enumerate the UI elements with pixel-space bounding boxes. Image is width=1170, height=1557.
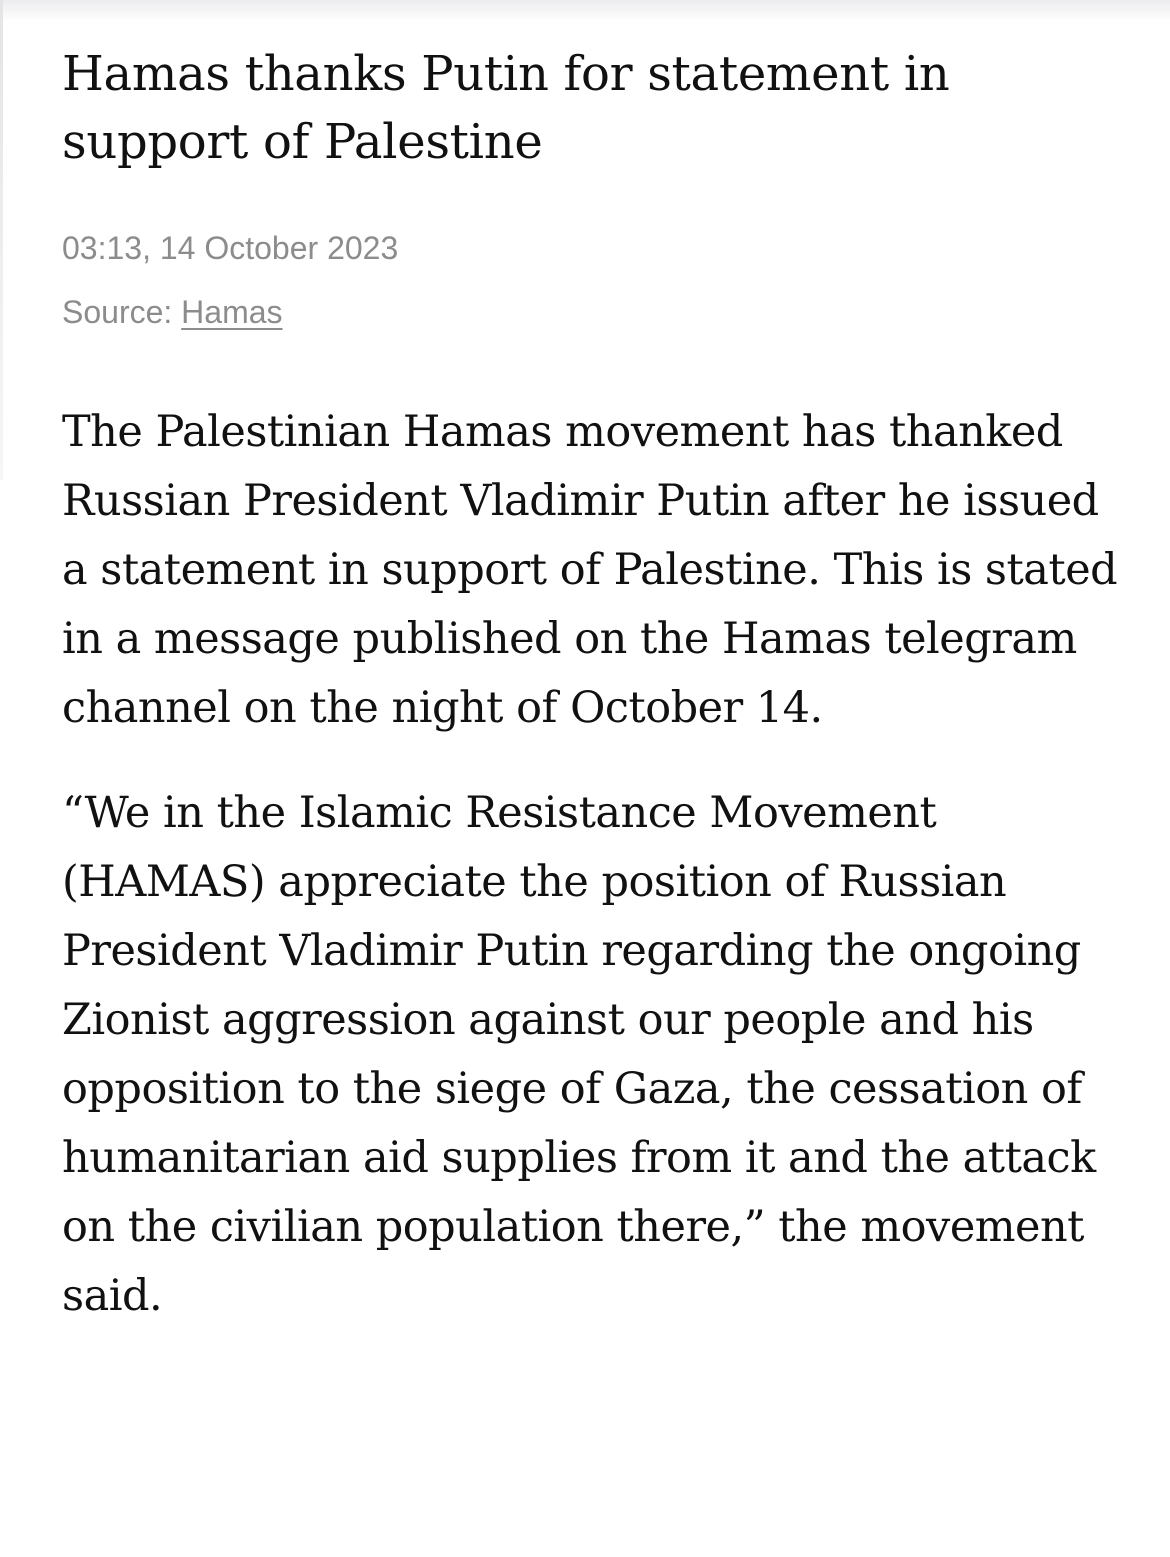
news-article (62, 40, 1122, 1331)
article-headline: Hamas thanks Putin for statement in support of Palestine (62, 46, 950, 170)
source-label: Source: (62, 294, 173, 330)
article-paragraph: The Palestinian Hamas movement has thanked Russian President Vladimir Putin after he issued a statement in support of Palestine. This is stated in a message published on the Hamas telegram channel on the night of October 14. (62, 407, 1118, 733)
top-edge-shadow (0, 0, 1170, 22)
left-edge-shadow (0, 0, 3, 480)
article-source (62, 292, 1122, 332)
article-timestamp: 03:13, 14 October 2023 (62, 230, 399, 266)
article-paragraph-quote: “We in the Islamic Resistance Movement (HAMAS) appreciate the position of Russian President Vladimir Putin regarding the ongoing Zionist aggression against our people and his opposition to the siege of Gaza, the cessation of humanitarian aid supplies from it and the attack on the civilian population there,” the movement said. (62, 788, 1096, 1321)
source-link[interactable]: Hamas (181, 294, 283, 330)
article-meta (62, 228, 1122, 332)
